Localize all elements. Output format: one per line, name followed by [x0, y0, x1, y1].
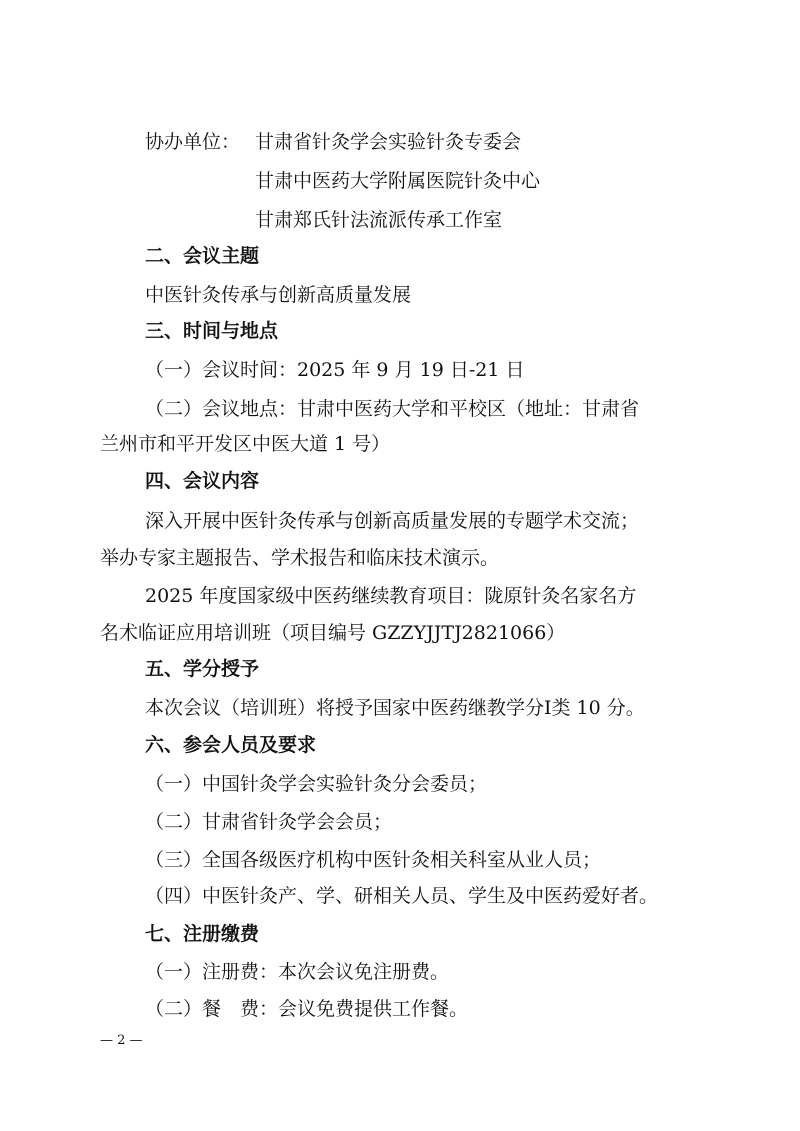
meeting-time: （一）会议时间：2025 年 9 月 19 日-21 日	[145, 359, 525, 381]
section-text: 本次会议（培训班）将授予国家中医药继教学分Ⅰ类 10 分。	[145, 697, 645, 719]
section-text: 中医针灸传承与创新高质量发展	[145, 284, 412, 306]
section-heading: 六、参会人员及要求	[145, 734, 317, 756]
list-item: （一）注册费：本次会议免注册费。	[145, 961, 450, 983]
section-heading: 二、会议主题	[145, 245, 260, 267]
page-number: — 2 —	[100, 1033, 143, 1048]
meeting-place: （二）会议地点：甘肃中医药大学和平校区（地址：甘肃省	[145, 398, 640, 420]
section-heading: 七、注册缴费	[145, 923, 260, 945]
cohost-unit-1: 甘肃省针灸学会实验针灸专委会	[255, 131, 522, 153]
section-heading: 五、学分授予	[145, 658, 260, 680]
section-heading: 三、时间与地点	[145, 320, 279, 342]
list-item: （四）中医针灸产、学、研相关人员、学生及中医药爱好者。	[145, 885, 659, 907]
meeting-place-cont: 兰州市和平开发区中医大道 1 号）	[100, 433, 391, 455]
cohost-unit-2: 甘肃中医药大学附属医院针灸中心	[255, 170, 541, 192]
project-paragraph-cont: 名术临证应用培训班（项目编号 GZZYJJTJ2821066）	[100, 622, 566, 644]
list-item: （三）全国各级医疗机构中医针灸相关科室从业人员；	[145, 849, 602, 871]
project-paragraph: 2025 年度国家级中医药继续教育项目：陇原针灸名家名方	[145, 585, 637, 607]
section-heading: 四、会议内容	[145, 470, 260, 492]
cohost-unit-3: 甘肃郑氏针法流派传承工作室	[255, 209, 503, 231]
content-paragraph: 深入开展中医针灸传承与创新高质量发展的专题学术交流；	[145, 510, 640, 532]
list-item: （二）餐 费：会议免费提供工作餐。	[145, 998, 469, 1020]
content-paragraph-cont: 举办专家主题报告、学术报告和临床技术演示。	[100, 547, 500, 569]
list-item: （二）甘肃省针灸学会会员；	[145, 811, 393, 833]
list-item: （一）中国针灸学会实验针灸分会委员；	[145, 773, 488, 795]
cohost-label: 协办单位：	[145, 131, 241, 153]
